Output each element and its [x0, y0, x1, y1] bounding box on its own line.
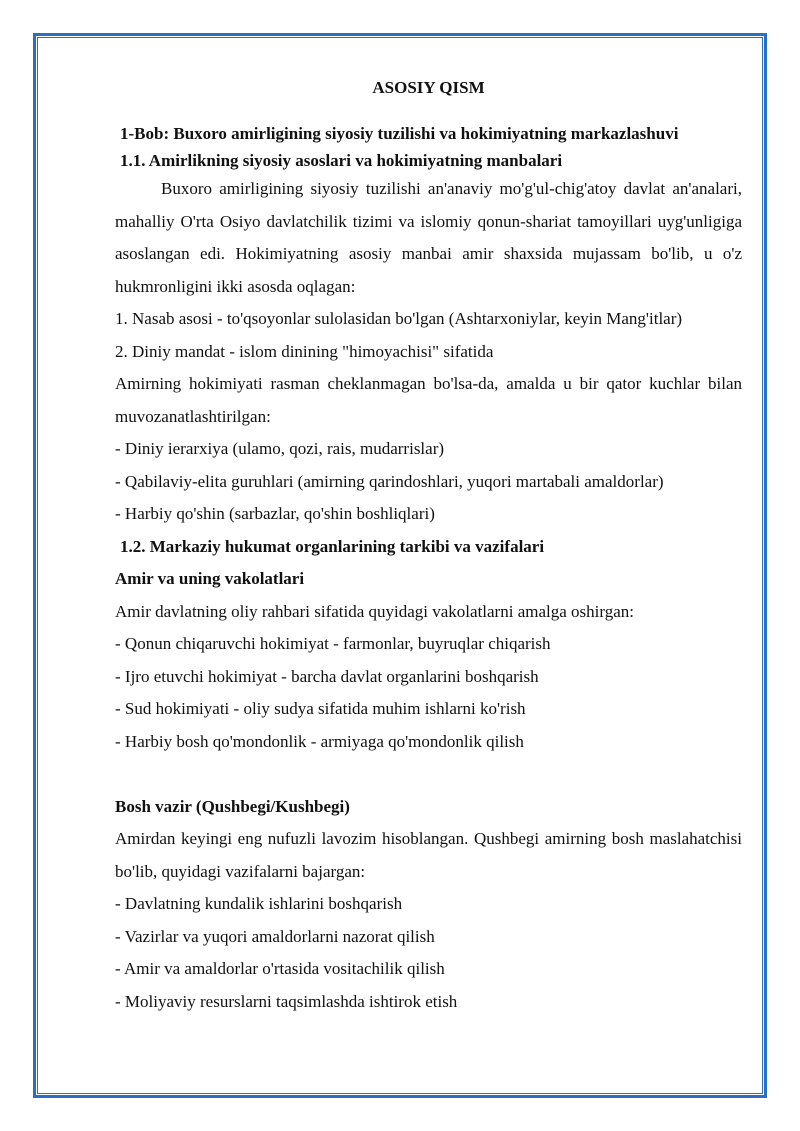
vizier-paragraph: Amirdan keyingi eng nufuzli lavozim hisoblangan. Qushbegi amirning bosh maslahatchisi bo'lib, quyidagi vazifalarni bajargan: — [115, 829, 742, 881]
document-title: ASOSIY QISM — [372, 78, 485, 97]
section-heading-1-1: 1.1. Amirlikning siyosiy asoslari va hokimiyatning manbalari — [120, 151, 563, 170]
list-item: - Harbiy bosh qo'mondonlik - armiyaga qo'mondonlik qilish — [115, 731, 524, 751]
document-body — [115, 74, 742, 1018]
section-heading-1-2: 1.2. Markaziy hukumat organlarining tarkibi va vazifalari — [120, 536, 545, 556]
amir-intro: Amir davlatning oliy rahbari sifatida quyidagi vakolatlarni amalga oshirgan: — [115, 601, 634, 621]
amir-heading: Amir va uning vakolatlari — [115, 569, 305, 588]
list-item: - Moliyaviy resurslarni taqsimlashda ishtirok etish — [115, 991, 458, 1011]
blank-line — [115, 758, 742, 791]
list-item: 2. Diniy mandat - islom dinining "himoyachisi" sifatida — [115, 341, 494, 361]
list-item: - Ijro etuvchi hokimiyat - barcha davlat organlarini boshqarish — [115, 666, 539, 686]
chapter-heading: 1-Bob: Buxoro amirligining siyosiy tuzilishi va hokimiyatning markazlashuvi — [120, 124, 679, 143]
list-item: 1. Nasab asosi - to'qsoyonlar sulolasidan bo'lgan (Ashtarxoniylar, keyin Mang'itlar) — [115, 309, 683, 328]
list-item: - Davlatning kundalik ishlarini boshqarish — [115, 894, 403, 913]
vizier-heading: Bosh vazir (Qushbegi/Kushbegi) — [115, 796, 350, 816]
list-item: - Harbiy qo'shin (sarbazlar, qo'shin boshliqlari) — [115, 504, 435, 523]
intro-paragraph: Buxoro amirligining siyosiy tuzilishi an'anaviy mo'g'ul-chig'atoy davlat an'analari, mahalliy O'rta Osiyo davlatchilik tizimi va islomiy qonun-shariat tamoyillari uyg'unligiga asoslangan edi. Hokimiyatning asosiy manbai amir shaxsida mujassam bo'lib, u o'z hukmronligini ikki asosda oqlagan: — [115, 179, 742, 296]
list-item: - Amir va amaldorlar o'rtasida vositachilik qilish — [115, 959, 445, 978]
list-item: - Qonun chiqaruvchi hokimiyat - farmonlar, buyruqlar chiqarish — [115, 634, 551, 653]
list-item: - Sud hokimiyati - oliy sudya sifatida muhim ishlarni ko'rish — [115, 699, 526, 718]
list-item: - Qabilaviy-elita guruhlari (amirning qarindoshlari, yuqori martabali amaldorlar) — [115, 471, 664, 491]
list-item: - Vazirlar va yuqori amaldorlarni nazorat qilish — [115, 926, 435, 946]
balance-paragraph: Amirning hokimiyati rasman cheklanmagan bo'lsa-da, amalda u bir qator kuchlar bilan muvozanatlashtirilgan: — [115, 374, 742, 426]
list-item: - Diniy ierarxiya (ulamo, qozi, rais, mudarrislar) — [115, 439, 445, 458]
